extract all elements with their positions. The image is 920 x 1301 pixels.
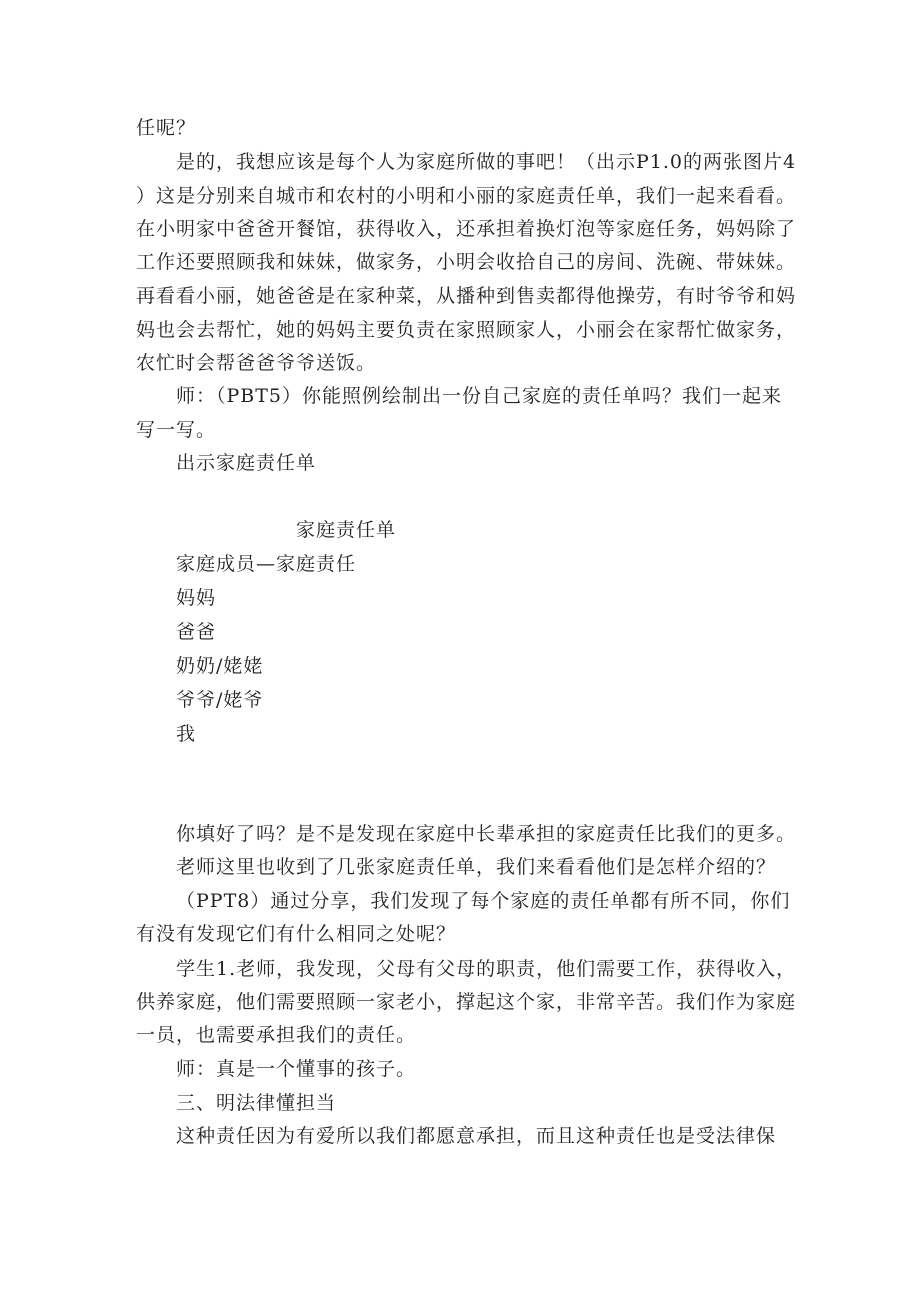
text-line: 这种责任因为有爱所以我们都愿意承担，而且这种责任也是受法律保 — [176, 1125, 777, 1147]
text-line: 老师这里也收到了几张家庭责任单，我们来看看他们是怎样介绍的？ — [176, 856, 777, 878]
text-line: 在小明家中爸爸开餐馆，获得收入，还承担着换灯泡等家庭任务，妈妈除了 — [136, 218, 797, 240]
text-line: 你填好了吗？是不是发现在家庭中长辈承担的家庭责任比我们的更多。 — [176, 823, 797, 845]
text-line: 农忙时会帮爸爸爷爷送饭。 — [136, 352, 377, 374]
table-row: 爸爸 — [176, 621, 217, 643]
text-line: 出示家庭责任单 — [176, 452, 317, 474]
text-line: 是的，我想应该是每个人为家庭所做的事吧！（出示P1.0的两张图片4 — [176, 151, 797, 173]
text-line: （PPT8）通过分享，我们发现了每个家庭的责任单都有所不同，你们 — [176, 890, 791, 912]
text-line: 工作还要照顾我和妹妹，做家务，小明会收拾自己的房间、洗碗、带妹妹。 — [136, 251, 797, 273]
text-line: 一员，也需要承担我们的责任。 — [136, 1024, 417, 1046]
text-line: 师：真是一个懂事的孩子。 — [176, 1058, 417, 1080]
table-row: 我 — [176, 723, 197, 745]
text-line: 师：（PBT5）你能照例绘制出一份自己家庭的责任单吗？我们一起来 — [176, 385, 783, 407]
table-row: 妈妈 — [176, 587, 217, 609]
table-row: 奶奶/姥姥 — [176, 655, 264, 677]
text-line: 供养家庭，他们需要照顾一家老小，撑起这个家，非常辛苦。我们作为家庭 — [136, 991, 797, 1013]
text-line: 写一写。 — [136, 419, 217, 441]
text-line: 任呢？ — [136, 117, 197, 139]
section-heading: 三、明法律懂担当 — [176, 1092, 337, 1114]
text-line: 妈也会去帮忙，她的妈妈主要负责在家照顾家人，小丽会在家帮忙做家务， — [136, 319, 797, 341]
text-line: ）这是分别来自城市和农村的小明和小丽的家庭责任单，我们一起来看看。 — [136, 185, 797, 207]
text-line: 有没有发现它们有什么相同之处呢？ — [136, 923, 457, 945]
table-row: 爷爷/姥爷 — [176, 689, 264, 711]
text-line: 学生1.老师，我发现，父母有父母的职责，他们需要工作，获得收入， — [176, 958, 797, 980]
table-header: 家庭成员—家庭责任 — [176, 553, 357, 575]
table-title: 家庭责任单 — [296, 519, 397, 541]
text-line: 再看看小丽，她爸爸是在家种菜，从播种到售卖都得他操劳，有时爷爷和妈 — [136, 285, 797, 307]
